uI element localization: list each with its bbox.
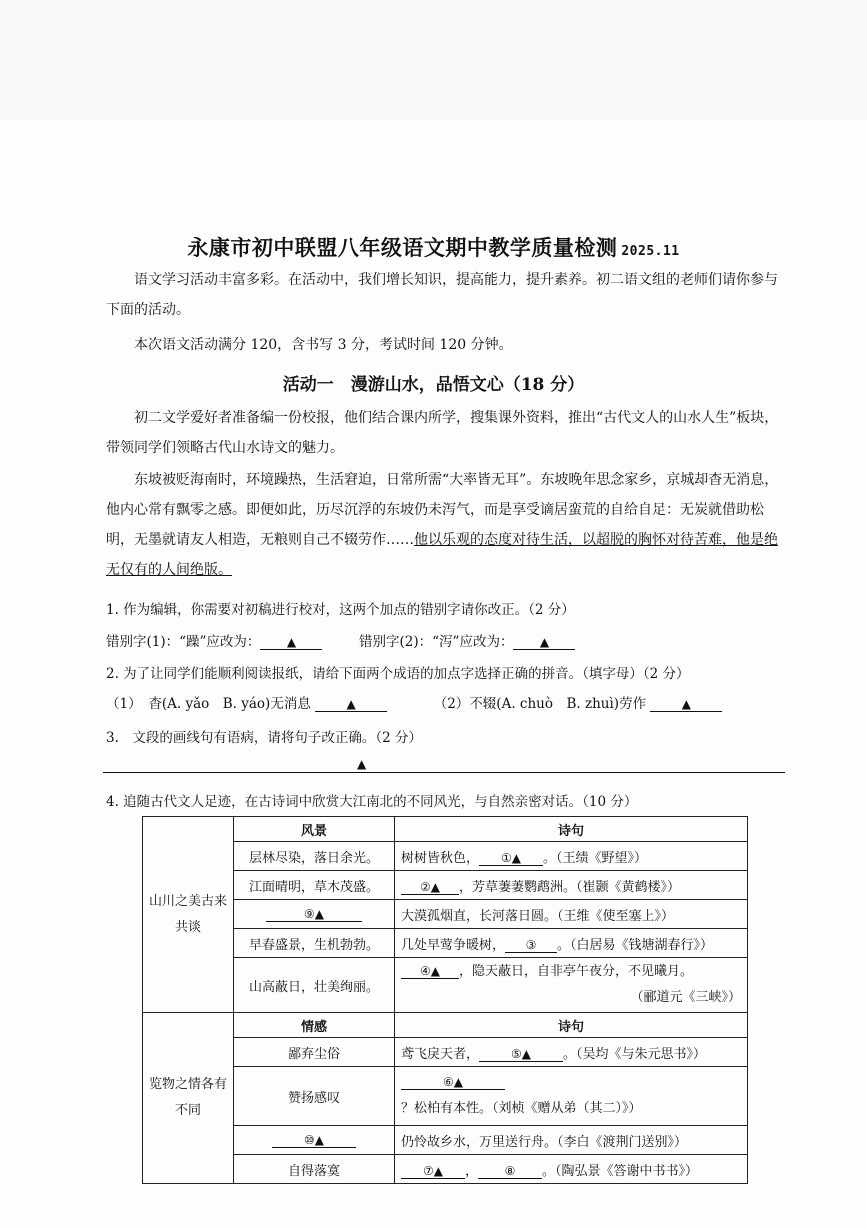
q3-answer-line[interactable] bbox=[103, 772, 785, 773]
scene-1: 层林尽染，落日余光。 bbox=[234, 842, 395, 871]
blank-4[interactable]: ④▲ bbox=[401, 964, 459, 979]
intro-paragraph: 语文学习活动丰富多彩。在活动中，我们增长知识，提高能力，提升素养。初二语文组的老师们请你参与下面的活动。 bbox=[106, 272, 778, 318]
blank-5[interactable]: ⑤▲ bbox=[479, 1047, 563, 1062]
exam-date: 2025.11 bbox=[621, 244, 680, 259]
blank-2[interactable]: ②▲ bbox=[401, 880, 459, 895]
q2-blank-2[interactable]: ▲ bbox=[650, 697, 722, 712]
scene-5: 山高蔽日，壮美绚丽。 bbox=[234, 958, 395, 1013]
blank-9[interactable]: ⑨▲ bbox=[266, 907, 362, 922]
category-emotion: 览物之情各有不同 bbox=[143, 1013, 234, 1184]
header-scenery: 风景 bbox=[234, 817, 395, 842]
scene-3 bbox=[234, 900, 395, 929]
header-emotion: 情感 bbox=[234, 1013, 395, 1038]
poetry-table bbox=[142, 816, 748, 1184]
q1-item-2: 错别字(2)：“泻”应改为： bbox=[359, 634, 514, 650]
exam-title bbox=[0, 232, 867, 262]
underlined-sentence: 他以乐观的态度对待生活，以超脱的胸怀对待苦难，他是绝无仅有的人间绝版。 bbox=[106, 532, 778, 578]
exam-title-text: 永康市初中联盟八年级语文期中教学质量检测 bbox=[187, 235, 618, 260]
q3-answer-mark: ▲ bbox=[357, 757, 367, 771]
blank-8[interactable]: ⑧ bbox=[478, 1164, 542, 1179]
q1-blank-1[interactable]: ▲ bbox=[260, 635, 322, 650]
category-landscape: 山川之美古来共谈 bbox=[143, 817, 234, 1013]
verse-row-3: 大漠孤烟直，长河落日圆。（王维《使至塞上》） bbox=[395, 900, 748, 929]
verse-row-7: ⑥▲？松柏有本性。（刘桢《赠从弟（其二）》） bbox=[395, 1067, 748, 1126]
blank-6[interactable]: ⑥▲ bbox=[401, 1075, 505, 1090]
emotion-3 bbox=[234, 1126, 395, 1155]
question-1-answers bbox=[106, 630, 575, 650]
q2-item-1: （1） 杳(A. yǎo B. yáo)无消息 bbox=[106, 696, 311, 712]
passage-text: 东坡被贬海南时，环境躁热，生活窘迫，日常所需“大率皆无耳”。东坡晚年思念家乡，京城却杳无消息，他内心常有飘零之感。即便如此，历尽沉浮的东坡仍未泻气，而是享受谪居蛮荒的自给自足：无炭就借助松明，无墨就请友人相造，无粮则自己不辍劳作…… bbox=[106, 472, 779, 548]
scene-4: 早春盛景，生机勃勃。 bbox=[234, 929, 395, 958]
q2-item-2: （2）不辍(A. chuò B. zhuì)劳作 bbox=[433, 696, 647, 712]
q2-blank-1[interactable]: ▲ bbox=[315, 697, 387, 712]
blank-3[interactable]: ③ bbox=[505, 938, 557, 953]
emotion-2: 赞扬感叹 bbox=[234, 1067, 395, 1126]
question-1: 1. 作为编辑，你需要对初稿进行校对，这两个加点的错别字请你改正。（2 分） bbox=[106, 602, 575, 618]
question-2: 2. 为了让同学们能顺利阅读报纸，请给下面两个成语的加点字选择正确的拼音。（填字母）（2 分） bbox=[106, 666, 690, 682]
activity-intro: 初二文学爱好者准备编一份校报，他们结合课内所学，搜集课外资料，推出“古代文人的山水人生”板块，带领同学们领略古代山水诗文的魅力。 bbox=[106, 410, 779, 456]
exam-info: 本次语文活动满分 120，含书写 3 分，考试时间 120 分钟。 bbox=[134, 337, 513, 353]
verse-row-8: 仍怜故乡水，万里送行舟。（李白《渡荆门送别》） bbox=[395, 1126, 748, 1155]
reading-passage bbox=[106, 465, 786, 585]
blank-7[interactable]: ⑦▲ bbox=[401, 1164, 465, 1179]
header-verse-2: 诗句 bbox=[395, 1013, 748, 1038]
scene-2: 江面晴明，草木茂盛。 bbox=[234, 871, 395, 900]
q1-blank-2[interactable]: ▲ bbox=[513, 635, 575, 650]
q1-item-1: 错别字(1)：“躁”应改为： bbox=[106, 634, 261, 650]
verse-row-4: 几处早莺争暖树， ③ 。（白居易《钱塘湖春行》） bbox=[395, 929, 748, 958]
header-verse-1: 诗句 bbox=[395, 817, 748, 842]
verse-row-5-source: （郦道元《三峡》） bbox=[630, 990, 741, 1005]
verse-row-2: ②▲ ，芳草萋萋鹦鹉洲。（崔颢《黄鹤楼》） bbox=[395, 871, 748, 900]
verse-row-6: 鸢飞戾天者， ⑤▲ 。（吴均《与朱元思书》） bbox=[395, 1038, 748, 1067]
question-4: 4. 追随古代文人足迹，在古诗词中欣赏大江南北的不同风光，与自然亲密对话。（10 分） bbox=[106, 794, 638, 810]
question-2-answers bbox=[106, 692, 722, 712]
question-3: 3. 文段的画线句有语病，请将句子改正确。（2 分） bbox=[106, 730, 423, 746]
emotion-1: 鄙弃尘俗 bbox=[234, 1038, 395, 1067]
verse-row-9: ⑦▲ ， ⑧ 。（陶弘景《答谢中书书》） bbox=[395, 1155, 748, 1184]
section-heading: 活动一 漫游山水，品悟文心（18 分） bbox=[282, 375, 585, 395]
verse-row-1: 树树皆秋色， ①▲ 。（王绩《野望》） bbox=[395, 842, 748, 871]
verse-row-5: ④▲ ，隐天蔽日，自非亭午夜分，不见曦月。 （郦道元《三峡》） bbox=[395, 958, 748, 1013]
blank-10[interactable]: ⑩▲ bbox=[272, 1133, 356, 1148]
page-top-margin bbox=[0, 0, 867, 120]
emotion-4: 自得落寞 bbox=[234, 1155, 395, 1184]
blank-1[interactable]: ①▲ bbox=[479, 851, 543, 866]
